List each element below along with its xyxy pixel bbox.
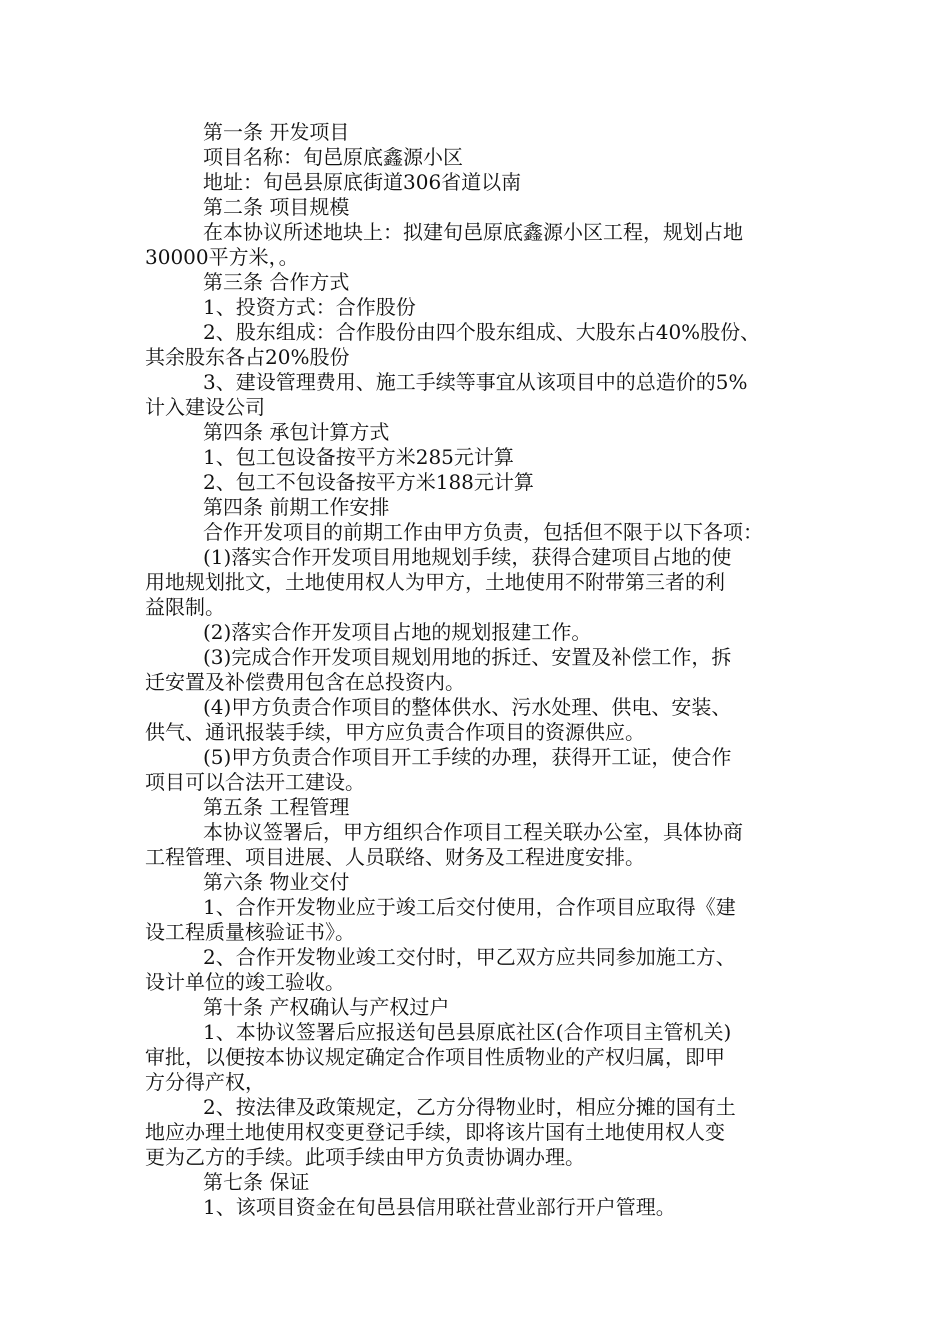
paragraph-line: 供气、通讯报装手续，甲方应负责合作项目的资源供应。 [145, 720, 645, 744]
article-heading: 第二条 项目规模 [203, 195, 350, 219]
paragraph-line: (1)落实合作开发项目用地规划手续，获得合建项目占地的使 [203, 545, 732, 569]
article-heading: 第三条 合作方式 [203, 270, 350, 294]
article-heading: 第六条 物业交付 [203, 870, 350, 894]
paragraph-line: 合作开发项目的前期工作由甲方负责，包括但不限于以下各项： [203, 520, 763, 544]
paragraph-line: 1、本协议签署后应报送旬邑县原底社区(合作项目主管机关) [203, 1020, 732, 1044]
paragraph-line: 1、合作开发物业应于竣工后交付使用，合作项目应取得《建 [203, 895, 736, 919]
paragraph-line: 项目可以合法开工建设。 [145, 770, 365, 794]
paragraph-line: 其余股东各占20%股份 [145, 345, 350, 369]
paragraph-line: 计入建设公司 [145, 395, 265, 419]
paragraph-line: 审批，以便按本协议规定确定合作项目性质物业的产权归属，即甲 [145, 1045, 725, 1069]
paragraph-line: 工程管理、项目进展、人员联络、财务及工程进度安排。 [145, 845, 645, 869]
paragraph-line: 设工程质量核验证书》。 [145, 920, 355, 944]
article-heading: 第四条 前期工作安排 [203, 495, 390, 519]
article-heading: 第一条 开发项目 [203, 120, 350, 144]
paragraph-line: 设计单位的竣工验收。 [145, 970, 345, 994]
paragraph-line: 益限制。 [145, 595, 225, 619]
paragraph-line: 本协议签署后，甲方组织合作项目工程关联办公室，具体协商 [203, 820, 743, 844]
article-heading: 第十条 产权确认与产权过户 [203, 995, 450, 1019]
paragraph-line: (2)落实合作开发项目占地的规划报建工作。 [203, 620, 592, 644]
document-body [145, 120, 825, 1220]
article-heading: 第四条 承包计算方式 [203, 420, 390, 444]
paragraph-line: 1、该项目资金在旬邑县信用联社营业部行开户管理。 [203, 1195, 676, 1219]
paragraph-line: 2、合作开发物业竣工交付时，甲乙双方应共同参加施工方、 [203, 945, 736, 969]
article-heading: 第五条 工程管理 [203, 795, 350, 819]
paragraph-line: 更为乙方的手续。此项手续由甲方负责协调办理。 [145, 1145, 585, 1169]
article-heading: 第七条 保证 [203, 1170, 310, 1194]
paragraph-line: (4)甲方负责合作项目的整体供水、污水处理、供电、安装、 [203, 695, 732, 719]
paragraph-line: 项目名称：旬邑原底鑫源小区 [203, 145, 463, 169]
paragraph-line: 1、包工包设备按平方米285元计算 [203, 445, 514, 469]
paragraph-line: 2、股东组成：合作股份由四个股东组成、大股东占40%股份、 [203, 320, 761, 344]
paragraph-line: 地址：旬邑县原底街道306省道以南 [203, 170, 522, 194]
paragraph-line: 地应办理土地使用权变更登记手续，即将该片国有土地使用权人变 [145, 1120, 725, 1144]
paragraph-line: 在本协议所述地块上：拟建旬邑原底鑫源小区工程，规划占地 [203, 220, 743, 244]
paragraph-line: 迁安置及补偿费用包含在总投资内。 [145, 670, 465, 694]
paragraph-line: 方分得产权， [145, 1070, 265, 1094]
paragraph-line: 2、包工不包设备按平方米188元计算 [203, 470, 534, 494]
paragraph-line: 2、按法律及政策规定，乙方分得物业时，相应分摊的国有土 [203, 1095, 736, 1119]
paragraph-line: 3、建设管理费用、施工手续等事宜从该项目中的总造价的5% [203, 370, 748, 394]
paragraph-line: 用地规划批文，土地使用权人为甲方，土地使用不附带第三者的利 [145, 570, 725, 594]
paragraph-line: 1、投资方式：合作股份 [203, 295, 416, 319]
paragraph-line: (5)甲方负责合作项目开工手续的办理，获得开工证，使合作 [203, 745, 732, 769]
paragraph-line: (3)完成合作开发项目规划用地的拆迁、安置及补偿工作，拆 [203, 645, 732, 669]
paragraph-line: 30000平方米，。 [145, 245, 299, 269]
